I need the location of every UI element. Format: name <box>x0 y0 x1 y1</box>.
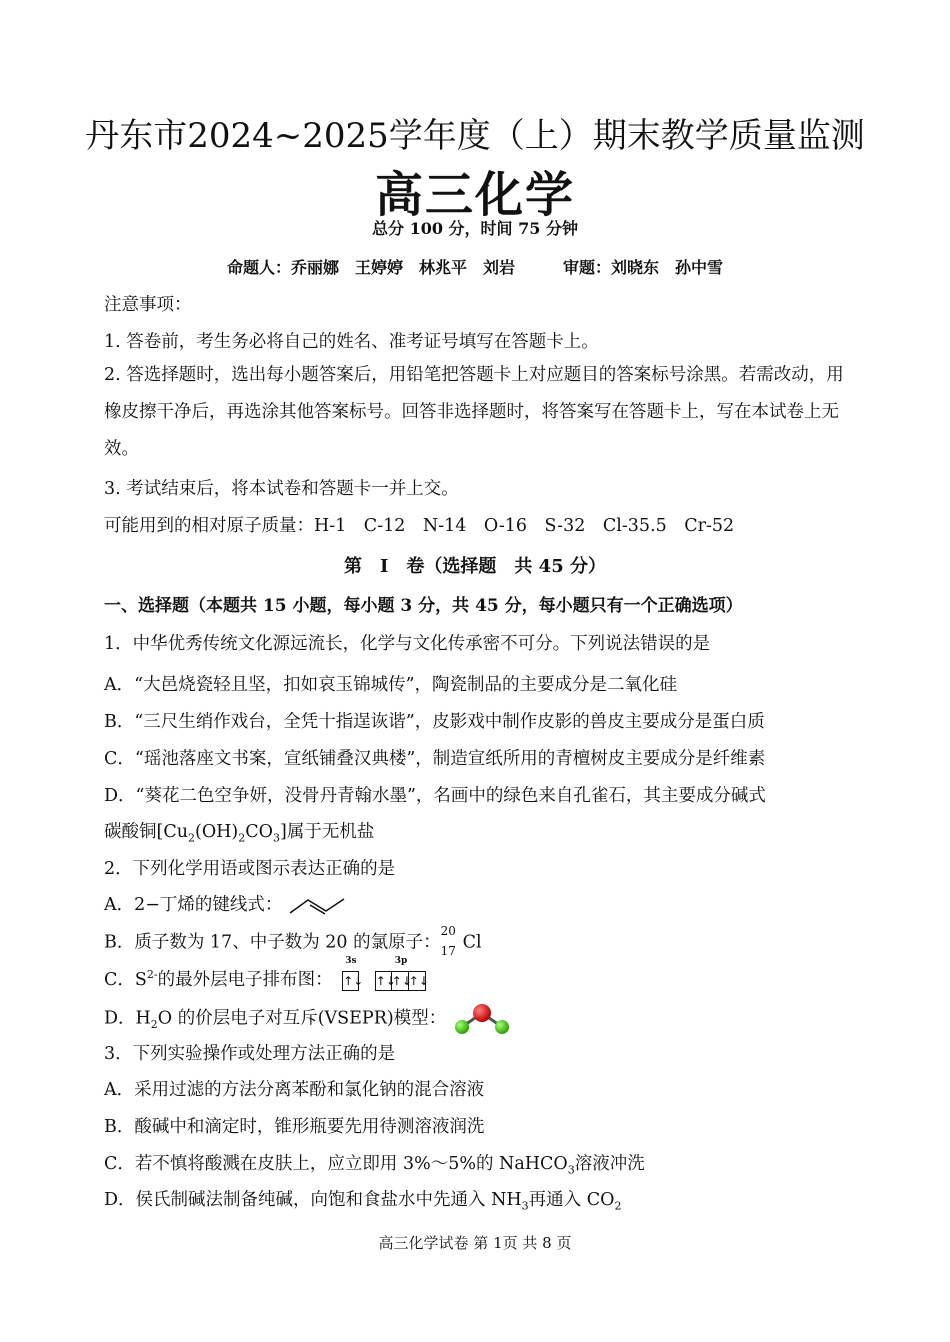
q3-option-d: D．侯氏制碱法制备纯碱，向饱和食盐水中先通入 $NH_3$再通入 $CO_2$ <box>104 1190 622 1213</box>
note-3: 3. 考试结束后，将本试卷和答题卡一并上交。 <box>104 479 459 499</box>
part1-heading: 第 Ⅰ 卷（选择题 共 45 分） <box>343 556 606 577</box>
q3-option-a: A．采用过滤的方法分离苯酚和氯化钠的混合溶液 <box>104 1080 485 1100</box>
q1-option-b: B．“三尺生绡作戏台，全凭十指逞诙谐”，皮影戏中制作皮影的兽皮主要成分是蛋白质 <box>104 712 765 732</box>
q3-stem: 3．下列实验操作或处理方法正确的是 <box>104 1044 396 1064</box>
q1-option-a: A．“大邑烧瓷轻且坚，扣如哀玉锦城传”，陶瓷制品的主要成分是二氧化硅 <box>104 675 678 695</box>
q1-option-d-line2: 碳酸铜$[Cu_2(OH)_2CO_3]$属于无机盐 <box>104 822 375 845</box>
atomic-masses: 可能用到的相对原子质量：H-1 C-12 N-14 O-16 S-32 Cl-35.5 Cr-52 <box>104 516 735 536</box>
q1-stem: 1．中华优秀传统文化源远流长，化学与文化传承密不可分。下列说法错误的是 <box>104 634 711 654</box>
note-1: 1. 答卷前，考生务必将自己的姓名、准考证号填写在答题卡上。 <box>104 332 599 352</box>
q2-option-a: A．2−丁烯的键线式： <box>104 891 854 917</box>
notes-heading: 注意事项： <box>104 295 192 315</box>
q1-option-c: C．“瑶池落座文书案，宣纸铺叠汉典楼”，制造宣纸所用的青檀树皮主要成分是纤维素 <box>104 749 766 769</box>
q3-option-c: C．若不慎将酸溅在皮肤上，应立即用 3%～5%的 NaHCO$_3$溶液冲洗 <box>104 1154 645 1177</box>
q2-option-d: D．$H_2O$ 的价层电子对互斥(VSEPR)模型： <box>104 1003 854 1035</box>
score-time: 总分 100 分，时间 75 分钟 <box>372 219 578 238</box>
subject-title: 高三化学 <box>374 167 575 223</box>
authors: 命题人：乔丽娜 王婷婷 林兆平 刘岩 审题：刘晓东 孙中雪 <box>226 258 723 277</box>
q2-option-b: B．质子数为 17、中子数为 20 的氯原子： 20 17 Cl <box>104 924 482 958</box>
butene-skeletal-formula <box>288 895 348 917</box>
section-heading: 一、选择题（本题共 15 小题，每小题 3 分，共 45 分，每小题只有一个正确选项） <box>104 596 743 616</box>
note-2: 2. 答选择题时，选出每小题答案后，用铅笔把答题卡上对应题目的答案标号涂黑。若需改动，用橡皮擦干净后，再选涂其他答案标号。回答非选择题时，将答案写在答题卡上，写在本试卷上无效。 <box>104 365 844 459</box>
chlorine-isotope: 20 17 <box>440 924 456 958</box>
q2-stem: 2．下列化学用语或图示表达正确的是 <box>104 859 396 879</box>
orbital-diagram-3p: 3p ↑↓↑↓↑↓ <box>375 970 426 991</box>
page-footer: 高三化学试卷 第 1页 共 8 页 <box>378 1234 572 1252</box>
orbital-diagram-3s: 3s ↑↓ <box>342 970 359 991</box>
q1-option-d-line1: D．“葵花二色空争妍，没骨丹青翰水墨”，名画中的绿色来自孔雀石，其主要成分碱式 <box>104 786 766 806</box>
exam-title: 丹东市2024~2025学年度（上）期末教学质量监测 <box>85 116 865 156</box>
water-vsepr-model-icon <box>452 1003 512 1035</box>
q2-option-c: C．$S^{2-}$的最外层电子排布图： 3s ↑↓ 3p ↑↓↑↓↑↓ <box>104 956 429 990</box>
q3-option-b: B．酸碱中和滴定时，锥形瓶要先用待测溶液润洗 <box>104 1117 485 1137</box>
